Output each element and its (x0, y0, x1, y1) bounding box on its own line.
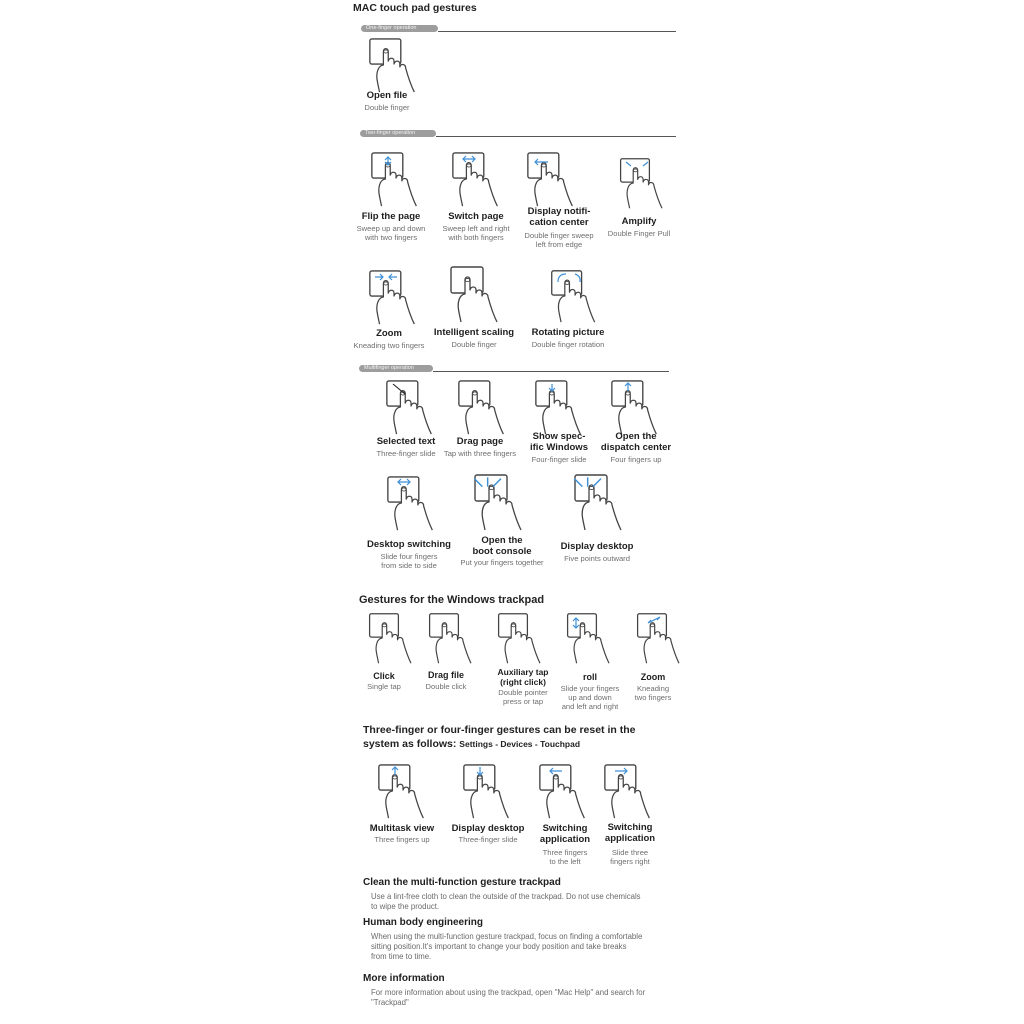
switch-app-right-gesture-icon (601, 762, 659, 820)
gesture-desc: Slide your fingers (560, 684, 620, 693)
section-rule (433, 371, 669, 372)
gesture-name: Auxiliary tap (497, 667, 549, 677)
gesture-desc: Double finger (451, 340, 497, 349)
gesture-desc: Three fingers (542, 848, 588, 857)
ergonomics-text-line: sitting position.It's important to change your body position and take breaks (371, 942, 627, 951)
gesture-name: boot console (472, 546, 532, 557)
clean-text-line: to wipe the product. (371, 902, 440, 911)
gesture-name: Display desktop (451, 823, 525, 834)
section-rule (436, 136, 676, 137)
selected-text-gesture-icon (383, 378, 441, 436)
open-file-gesture-icon (366, 36, 424, 94)
gesture-desc: Single tap (367, 682, 401, 691)
gesture-name: Switch page (448, 211, 504, 222)
gesture-desc: Kneading two fingers (353, 341, 425, 350)
ergonomics-text-line: When using the multi-function gesture trackpad, focus on finding a comfortable (371, 932, 643, 941)
drag-page-gesture-icon (455, 378, 513, 436)
click-gesture-icon (366, 611, 420, 665)
gesture-desc: Four fingers up (610, 455, 662, 464)
gesture-desc: two fingers (634, 693, 672, 702)
gesture-name: application (539, 834, 591, 845)
more-info-text-line: For more information about using the trackpad, open "Mac Help" and search for (371, 988, 646, 997)
gesture-name: Display desktop (560, 541, 634, 552)
gesture-desc: Double Finger Pull (607, 229, 671, 238)
reset-heading-line2 (363, 738, 580, 750)
reset-prefix: system as follows: (363, 738, 457, 750)
ergonomics-text-line: from time to time. (371, 952, 432, 961)
gesture-desc: to the left (549, 857, 581, 866)
more-info-text-line: "Trackpad" (371, 998, 409, 1007)
gesture-name: Show spec- (532, 431, 586, 442)
roll-gesture-icon (564, 611, 618, 665)
gesture-name: Desktop switching (367, 539, 451, 550)
gesture-name: application (604, 833, 656, 844)
gesture-name: Drag page (456, 436, 504, 447)
gesture-desc: Double pointer (498, 688, 548, 697)
gesture-name: Click (373, 671, 395, 681)
section-bar-one-finger: One-finger operation (361, 25, 438, 32)
clean-heading: Clean the multi-function gesture trackpad (363, 877, 561, 888)
clean-text-line: Use a lint-free cloth to clean the outside of the trackpad. Do not use chemicals (371, 892, 641, 901)
gesture-name: Amplify (621, 216, 657, 227)
gesture-name: Multitask view (369, 823, 435, 834)
intelligent-scaling-gesture-icon (447, 264, 507, 324)
gesture-name: Drag file (427, 670, 465, 680)
gesture-desc: Slide three (611, 848, 649, 857)
gesture-desc: Four-finger slide (531, 455, 587, 464)
gesture-name: Display notifi- (527, 206, 591, 217)
gesture-desc: Kneading (636, 684, 670, 693)
gesture-desc: Three-finger slide (376, 449, 436, 458)
gesture-desc: Double finger sweep (524, 231, 594, 240)
gesture-desc: Three-finger slide (458, 835, 518, 844)
gesture-name: Intelligent scaling (433, 327, 515, 338)
windows-heading: Gestures for the Windows trackpad (359, 594, 545, 606)
multitask-view-gesture-icon (375, 762, 433, 820)
gesture-desc: with two fingers (364, 233, 418, 242)
gesture-name: (right click) (500, 677, 546, 687)
section-bar-two-finger: Two-finger operation (360, 130, 436, 137)
zoom-gesture-icon (366, 268, 424, 326)
section-rule (438, 31, 676, 32)
amplify-gesture-icon (617, 156, 671, 210)
ergonomics-heading: Human body engineering (363, 917, 484, 928)
gesture-desc: Double finger (364, 103, 410, 112)
gesture-desc: Sweep left and right (442, 224, 510, 233)
gesture-desc: and left and right (561, 702, 619, 711)
flip-page-gesture-icon (368, 150, 426, 208)
auxiliary-tap-gesture-icon (495, 611, 549, 665)
gesture-desc: left from edge (535, 240, 583, 249)
gesture-desc: Three fingers up (374, 835, 430, 844)
gesture-name: Open the (615, 431, 657, 442)
gesture-name: cation center (529, 217, 589, 228)
gesture-desc: Tap with three fingers (443, 449, 517, 458)
gesture-name: Zoom (640, 672, 666, 682)
gesture-name: dispatch center (600, 442, 672, 453)
settings-path: Settings - Devices - Touchpad (459, 739, 581, 749)
gesture-desc: Double finger rotation (531, 340, 605, 349)
show-windows-gesture-icon (532, 378, 590, 436)
notification-center-gesture-icon (524, 150, 582, 208)
gesture-name: Switching (542, 823, 588, 834)
section-bar-multi-finger: Multifinger operation (359, 365, 433, 372)
switch-app-left-gesture-icon (536, 762, 594, 820)
gesture-desc: from side to side (381, 561, 437, 570)
gesture-desc: fingers right (610, 857, 650, 866)
switch-page-gesture-icon (449, 150, 507, 208)
gesture-desc: Sweep up and down (356, 224, 426, 233)
gesture-desc: Five points outward (564, 554, 630, 563)
more-info-heading: More information (363, 973, 445, 984)
gesture-desc: Put your fingers together (460, 558, 544, 567)
gesture-desc: up and down (568, 693, 612, 702)
display-desktop-gesture-icon (460, 762, 518, 820)
gesture-name: ific Windows (530, 442, 588, 453)
boot-console-gesture-icon (461, 472, 541, 532)
gesture-name: roll (582, 672, 598, 682)
zoom-windows-gesture-icon (634, 611, 688, 665)
drag-file-gesture-icon (426, 611, 480, 665)
gesture-name: Open file (366, 90, 408, 101)
gesture-desc: Slide four fingers (380, 552, 438, 561)
gesture-name: Switching (607, 822, 653, 833)
gesture-name: Open the (481, 535, 523, 546)
display-desktop-mac-gesture-icon (561, 472, 641, 532)
gesture-desc: with both fingers (448, 233, 504, 242)
gesture-desc: Double click (425, 682, 467, 691)
reset-heading-line1: Three-finger or four-finger gestures can be reset in the (363, 724, 636, 736)
page-title: MAC touch pad gestures (353, 2, 477, 14)
gesture-name: Rotating picture (531, 327, 605, 338)
desktop-switching-gesture-icon (384, 474, 442, 532)
gesture-desc: press or tap (502, 697, 544, 706)
gesture-name: Flip the page (361, 211, 421, 222)
dispatch-center-gesture-icon (608, 378, 666, 436)
gesture-name: Zoom (376, 328, 402, 339)
rotating-picture-gesture-icon (548, 268, 604, 324)
gesture-name: Selected text (376, 436, 436, 447)
